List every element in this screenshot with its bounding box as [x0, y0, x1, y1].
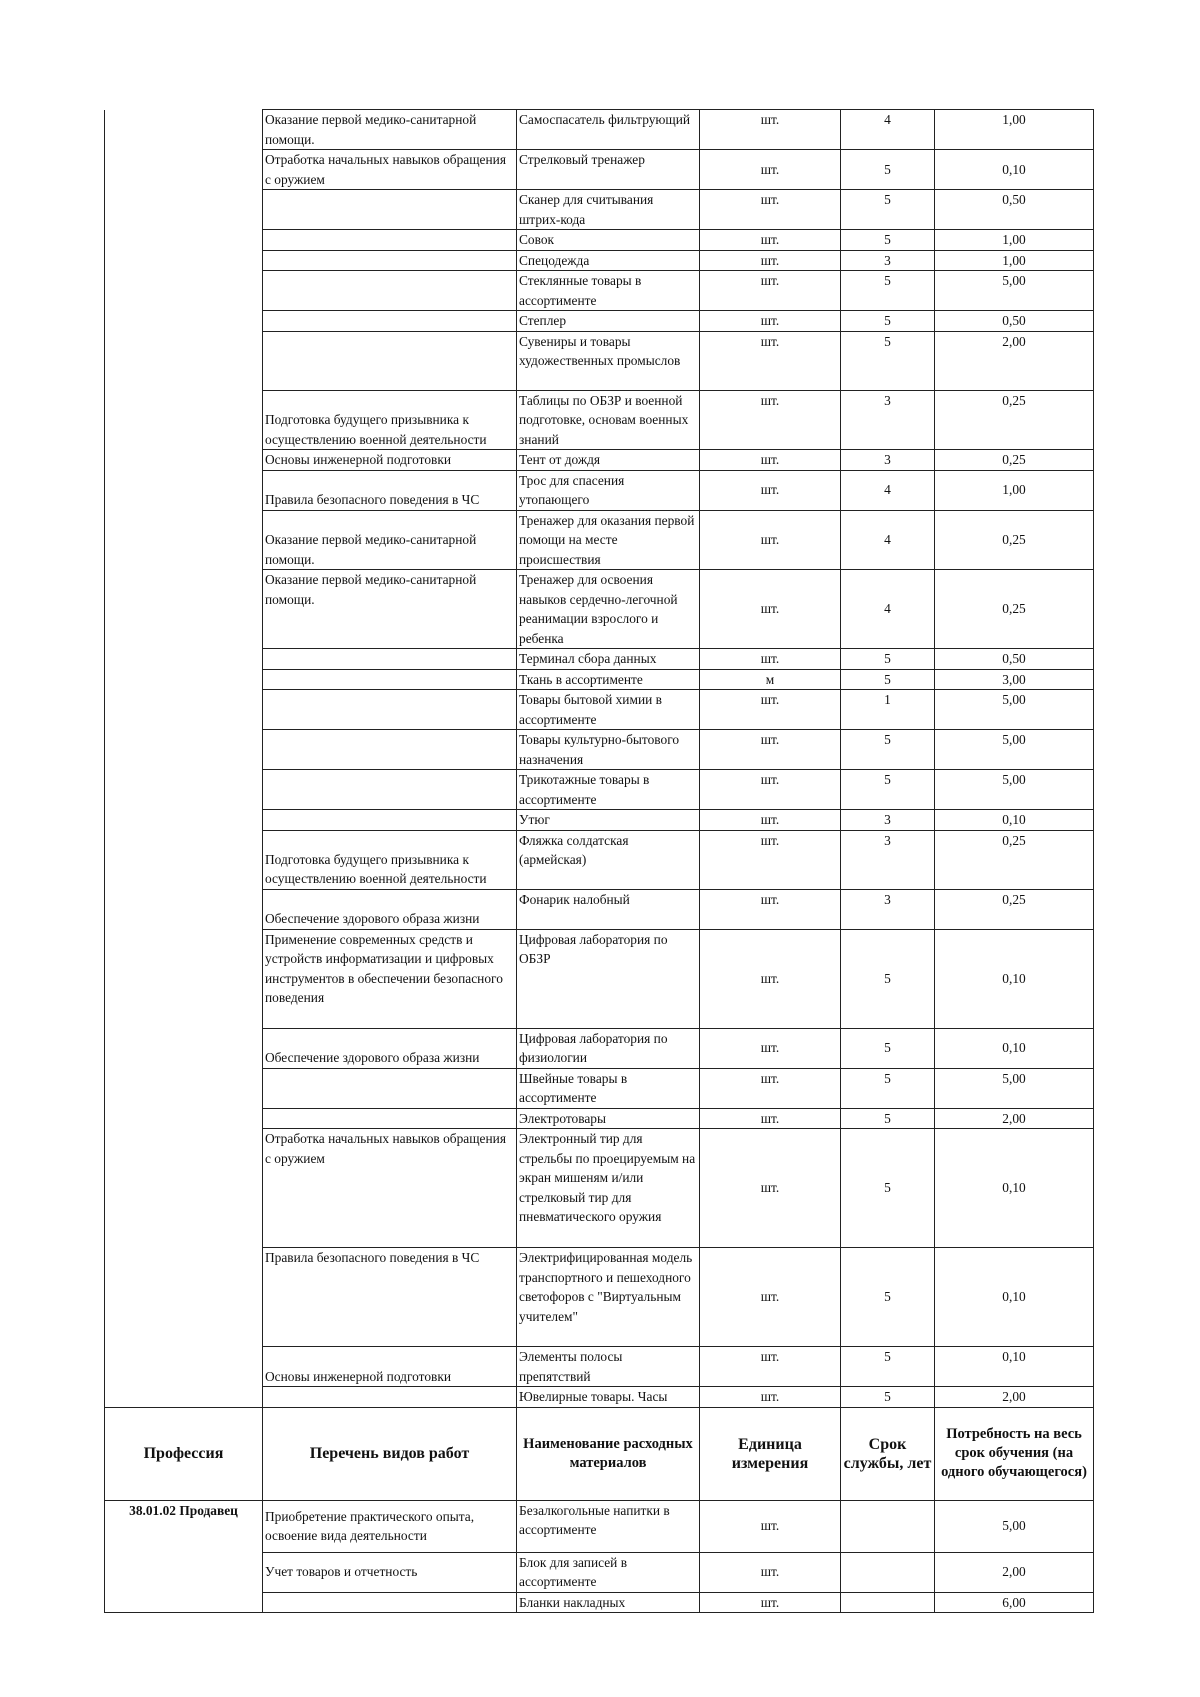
table-row	[105, 1347, 1094, 1387]
table-row	[105, 510, 1094, 570]
table-row	[105, 1552, 1094, 1592]
requirement-cell: 0,10	[935, 150, 1094, 190]
material-name-cell: Самоспасатель фильтрующий	[517, 110, 700, 150]
service-life-cell: 5	[841, 929, 935, 1028]
profession-cell	[105, 1347, 263, 1387]
service-life-cell	[841, 1500, 935, 1552]
requirement-cell: 3,00	[935, 669, 1094, 690]
service-life-cell: 5	[841, 770, 935, 810]
service-life-cell: 5	[841, 730, 935, 770]
unit-cell: шт.	[700, 110, 841, 150]
work-type-cell	[263, 1068, 517, 1108]
profession-cell	[105, 649, 263, 670]
requirement-cell: 6,00	[935, 1592, 1094, 1613]
work-type-cell	[263, 190, 517, 230]
table-header-row	[105, 1407, 1094, 1500]
work-type-cell: Приобретение практического опыта, освоение вида деятельности	[263, 1500, 517, 1552]
unit-cell: шт.	[700, 1592, 841, 1613]
table-row	[105, 770, 1094, 810]
requirement-cell: 0,10	[935, 810, 1094, 831]
unit-cell: шт.	[700, 1028, 841, 1068]
service-life-cell: 5	[841, 1068, 935, 1108]
unit-cell: шт.	[700, 331, 841, 390]
material-name-cell: Ювелирные товары. Часы	[517, 1387, 700, 1408]
service-life-cell: 3	[841, 250, 935, 271]
work-type-cell: Подготовка будущего призывника к осуществлению военной деятельности	[263, 390, 517, 450]
header-life: Срок службы, лет	[841, 1407, 935, 1500]
material-name-cell: Безалкогольные напитки в ассортименте	[517, 1500, 700, 1552]
profession-cell	[105, 730, 263, 770]
work-type-cell: Оказание первой медико-санитарной помощи.	[263, 510, 517, 570]
profession-cell	[105, 1592, 263, 1613]
unit-cell: шт.	[700, 770, 841, 810]
requirement-cell: 1,00	[935, 250, 1094, 271]
unit-cell: шт.	[700, 690, 841, 730]
service-life-cell: 3	[841, 810, 935, 831]
work-type-cell: Обеспечение здорового образа жизни	[263, 1028, 517, 1068]
unit-cell: шт.	[700, 1387, 841, 1408]
profession-cell	[105, 929, 263, 1028]
service-life-cell: 5	[841, 669, 935, 690]
profession-cell	[105, 1248, 263, 1347]
work-type-cell: Оказание первой медико-санитарной помощи.	[263, 570, 517, 649]
material-name-cell: Совок	[517, 230, 700, 251]
table-row	[105, 1387, 1094, 1408]
material-name-cell: Товары бытовой химии в ассортименте	[517, 690, 700, 730]
requirement-cell: 1,00	[935, 470, 1094, 510]
header-works: Перечень видов работ	[263, 1407, 517, 1500]
work-type-cell: Отработка начальных навыков обращения с оружием	[263, 1129, 517, 1248]
service-life-cell: 3	[841, 830, 935, 889]
header-unit: Единица измерения	[700, 1407, 841, 1500]
requirement-cell: 0,25	[935, 510, 1094, 570]
requirement-cell: 1,00	[935, 230, 1094, 251]
table-header-section	[105, 1407, 1094, 1500]
service-life-cell: 5	[841, 649, 935, 670]
unit-cell: шт.	[700, 570, 841, 649]
service-life-cell: 3	[841, 889, 935, 929]
profession-cell: 38.01.02 Продавец	[105, 1500, 263, 1552]
material-name-cell: Элементы полосы препятствий	[517, 1347, 700, 1387]
requirement-cell: 5,00	[935, 730, 1094, 770]
table-section-continued	[105, 110, 1094, 1408]
requirement-cell: 2,00	[935, 1108, 1094, 1129]
table-row	[105, 1500, 1094, 1552]
material-name-cell: Тренажер для оказания первой помощи на месте происшествия	[517, 510, 700, 570]
profession-cell	[105, 570, 263, 649]
profession-cell	[105, 889, 263, 929]
table-row	[105, 830, 1094, 889]
profession-cell	[105, 390, 263, 450]
requirement-cell: 5,00	[935, 271, 1094, 311]
requirement-cell: 0,10	[935, 1347, 1094, 1387]
profession-cell	[105, 150, 263, 190]
requirement-cell: 0,50	[935, 649, 1094, 670]
material-name-cell: Электронный тир для стрельбы по проецируемым на экран мишеням и/или стрелковый тир для пневматического оружия	[517, 1129, 700, 1248]
table-row	[105, 110, 1094, 150]
work-type-cell	[263, 250, 517, 271]
service-life-cell: 4	[841, 510, 935, 570]
profession-cell	[105, 810, 263, 831]
profession-cell	[105, 190, 263, 230]
unit-cell: шт.	[700, 1500, 841, 1552]
profession-cell	[105, 110, 263, 150]
profession-cell	[105, 510, 263, 570]
table-row	[105, 230, 1094, 251]
material-name-cell: Бланки накладных	[517, 1592, 700, 1613]
requirement-cell: 2,00	[935, 1552, 1094, 1592]
profession-cell	[105, 1387, 263, 1408]
material-name-cell: Тент от дождя	[517, 450, 700, 471]
work-type-cell	[263, 1592, 517, 1613]
profession-cell	[105, 450, 263, 471]
table-row	[105, 331, 1094, 390]
unit-cell: шт.	[700, 250, 841, 271]
work-type-cell: Учет товаров и отчетность	[263, 1552, 517, 1592]
material-name-cell: Блок для записей в ассортименте	[517, 1552, 700, 1592]
unit-cell: шт.	[700, 271, 841, 311]
material-name-cell: Электротовары	[517, 1108, 700, 1129]
profession-cell	[105, 830, 263, 889]
material-name-cell: Сканер для считывания штрих-кода	[517, 190, 700, 230]
service-life-cell: 5	[841, 150, 935, 190]
work-type-cell	[263, 230, 517, 251]
service-life-cell: 5	[841, 1129, 935, 1248]
service-life-cell: 3	[841, 390, 935, 450]
table-row	[105, 150, 1094, 190]
materials-table	[104, 109, 1094, 1613]
table-row	[105, 1129, 1094, 1248]
unit-cell: шт.	[700, 1108, 841, 1129]
table-row	[105, 570, 1094, 649]
table-row	[105, 1108, 1094, 1129]
material-name-cell: Товары культурно-бытового назначения	[517, 730, 700, 770]
unit-cell: шт.	[700, 390, 841, 450]
profession-cell	[105, 1068, 263, 1108]
document-page	[104, 109, 1093, 1613]
table-section-seller	[105, 1500, 1094, 1613]
requirement-cell: 0,10	[935, 1129, 1094, 1248]
requirement-cell: 0,25	[935, 830, 1094, 889]
work-type-cell: Основы инженерной подготовки	[263, 450, 517, 471]
unit-cell: м	[700, 669, 841, 690]
requirement-cell: 2,00	[935, 1387, 1094, 1408]
table-row	[105, 1248, 1094, 1347]
material-name-cell: Стеклянные товары в ассортименте	[517, 271, 700, 311]
material-name-cell: Спецодежда	[517, 250, 700, 271]
table-row	[105, 1592, 1094, 1613]
work-type-cell: Применение современных средств и устройств информатизации и цифровых инструментов в обеспечении безопасного поведения	[263, 929, 517, 1028]
profession-cell	[105, 1108, 263, 1129]
work-type-cell	[263, 311, 517, 332]
unit-cell: шт.	[700, 1552, 841, 1592]
table-row	[105, 889, 1094, 929]
table-row	[105, 1028, 1094, 1068]
service-life-cell	[841, 1592, 935, 1613]
work-type-cell	[263, 1108, 517, 1129]
material-name-cell: Ткань в ассортименте	[517, 669, 700, 690]
material-name-cell: Швейные товары в ассортименте	[517, 1068, 700, 1108]
service-life-cell: 5	[841, 1108, 935, 1129]
requirement-cell: 0,50	[935, 190, 1094, 230]
unit-cell: шт.	[700, 649, 841, 670]
requirement-cell: 5,00	[935, 770, 1094, 810]
header-profession: Профессия	[105, 1407, 263, 1500]
service-life-cell: 5	[841, 271, 935, 311]
unit-cell: шт.	[700, 1248, 841, 1347]
table-row	[105, 470, 1094, 510]
unit-cell: шт.	[700, 730, 841, 770]
unit-cell: шт.	[700, 1129, 841, 1248]
work-type-cell: Обеспечение здорового образа жизни	[263, 889, 517, 929]
table-row	[105, 450, 1094, 471]
material-name-cell: Тренажер для освоения навыков сердечно-легочной реанимации взрослого и ребенка	[517, 570, 700, 649]
table-row	[105, 649, 1094, 670]
unit-cell: шт.	[700, 1347, 841, 1387]
material-name-cell: Фонарик налобный	[517, 889, 700, 929]
requirement-cell: 5,00	[935, 690, 1094, 730]
requirement-cell: 0,25	[935, 570, 1094, 649]
work-type-cell	[263, 271, 517, 311]
table-row	[105, 929, 1094, 1028]
material-name-cell: Терминал сбора данных	[517, 649, 700, 670]
work-type-cell	[263, 649, 517, 670]
material-name-cell: Трос для спасения утопающего	[517, 470, 700, 510]
work-type-cell	[263, 669, 517, 690]
requirement-cell: 0,50	[935, 311, 1094, 332]
service-life-cell: 5	[841, 1248, 935, 1347]
unit-cell: шт.	[700, 510, 841, 570]
profession-cell	[105, 230, 263, 251]
profession-cell	[105, 770, 263, 810]
profession-cell	[105, 470, 263, 510]
service-life-cell: 4	[841, 110, 935, 150]
requirement-cell: 2,00	[935, 331, 1094, 390]
unit-cell: шт.	[700, 830, 841, 889]
material-name-cell: Сувениры и товары художественных промыслов	[517, 331, 700, 390]
profession-cell	[105, 271, 263, 311]
header-material: Наименование расходных материалов	[517, 1407, 700, 1500]
table-row	[105, 311, 1094, 332]
unit-cell: шт.	[700, 311, 841, 332]
work-type-cell: Оказание первой медико-санитарной помощи.	[263, 110, 517, 150]
service-life-cell: 5	[841, 1347, 935, 1387]
unit-cell: шт.	[700, 810, 841, 831]
profession-cell	[105, 669, 263, 690]
work-type-cell: Отработка начальных навыков обращения с оружием	[263, 150, 517, 190]
service-life-cell: 3	[841, 450, 935, 471]
unit-cell: шт.	[700, 450, 841, 471]
table-row	[105, 730, 1094, 770]
material-name-cell: Таблицы по ОБЗР и военной подготовке, основам военных знаний	[517, 390, 700, 450]
service-life-cell: 4	[841, 470, 935, 510]
unit-cell: шт.	[700, 230, 841, 251]
work-type-cell: Подготовка будущего призывника к осуществлению военной деятельности	[263, 830, 517, 889]
work-type-cell	[263, 331, 517, 390]
material-name-cell: Фляжка солдатская (армейская)	[517, 830, 700, 889]
material-name-cell: Электрифицированная модель транспортного и пешеходного светофоров с "Виртуальным учителем"	[517, 1248, 700, 1347]
requirement-cell: 0,10	[935, 1248, 1094, 1347]
requirement-cell: 0,10	[935, 929, 1094, 1028]
table-row	[105, 190, 1094, 230]
profession-cell	[105, 250, 263, 271]
profession-cell	[105, 311, 263, 332]
requirement-cell: 0,25	[935, 390, 1094, 450]
service-life-cell: 1	[841, 690, 935, 730]
unit-cell: шт.	[700, 889, 841, 929]
requirement-cell: 0,25	[935, 889, 1094, 929]
table-row	[105, 690, 1094, 730]
work-type-cell	[263, 730, 517, 770]
unit-cell: шт.	[700, 190, 841, 230]
work-type-cell: Правила безопасного поведения в ЧС	[263, 470, 517, 510]
table-row	[105, 810, 1094, 831]
service-life-cell: 5	[841, 331, 935, 390]
service-life-cell: 5	[841, 230, 935, 251]
material-name-cell: Трикотажные товары в ассортименте	[517, 770, 700, 810]
profession-cell	[105, 1129, 263, 1248]
table-row	[105, 271, 1094, 311]
profession-cell	[105, 1552, 263, 1592]
work-type-cell	[263, 810, 517, 831]
material-name-cell: Стрелковый тренажер	[517, 150, 700, 190]
requirement-cell: 1,00	[935, 110, 1094, 150]
requirement-cell: 0,25	[935, 450, 1094, 471]
work-type-cell	[263, 1387, 517, 1408]
work-type-cell: Правила безопасного поведения в ЧС	[263, 1248, 517, 1347]
table-row	[105, 390, 1094, 450]
requirement-cell: 5,00	[935, 1068, 1094, 1108]
work-type-cell: Основы инженерной подготовки	[263, 1347, 517, 1387]
work-type-cell	[263, 690, 517, 730]
unit-cell: шт.	[700, 470, 841, 510]
profession-cell	[105, 690, 263, 730]
unit-cell: шт.	[700, 1068, 841, 1108]
service-life-cell: 5	[841, 311, 935, 332]
service-life-cell: 4	[841, 570, 935, 649]
header-need: Потребность на весь срок обучения (на одного обучающегося)	[935, 1407, 1094, 1500]
service-life-cell	[841, 1552, 935, 1592]
table-row	[105, 669, 1094, 690]
material-name-cell: Цифровая лаборатория по ОБЗР	[517, 929, 700, 1028]
profession-cell	[105, 1028, 263, 1068]
table-row	[105, 250, 1094, 271]
material-name-cell: Цифровая лаборатория по физиологии	[517, 1028, 700, 1068]
unit-cell: шт.	[700, 929, 841, 1028]
service-life-cell: 5	[841, 190, 935, 230]
material-name-cell: Степлер	[517, 311, 700, 332]
work-type-cell	[263, 770, 517, 810]
table-row	[105, 1068, 1094, 1108]
material-name-cell: Утюг	[517, 810, 700, 831]
requirement-cell: 0,10	[935, 1028, 1094, 1068]
requirement-cell: 5,00	[935, 1500, 1094, 1552]
profession-cell	[105, 331, 263, 390]
service-life-cell: 5	[841, 1387, 935, 1408]
service-life-cell: 5	[841, 1028, 935, 1068]
unit-cell: шт.	[700, 150, 841, 190]
